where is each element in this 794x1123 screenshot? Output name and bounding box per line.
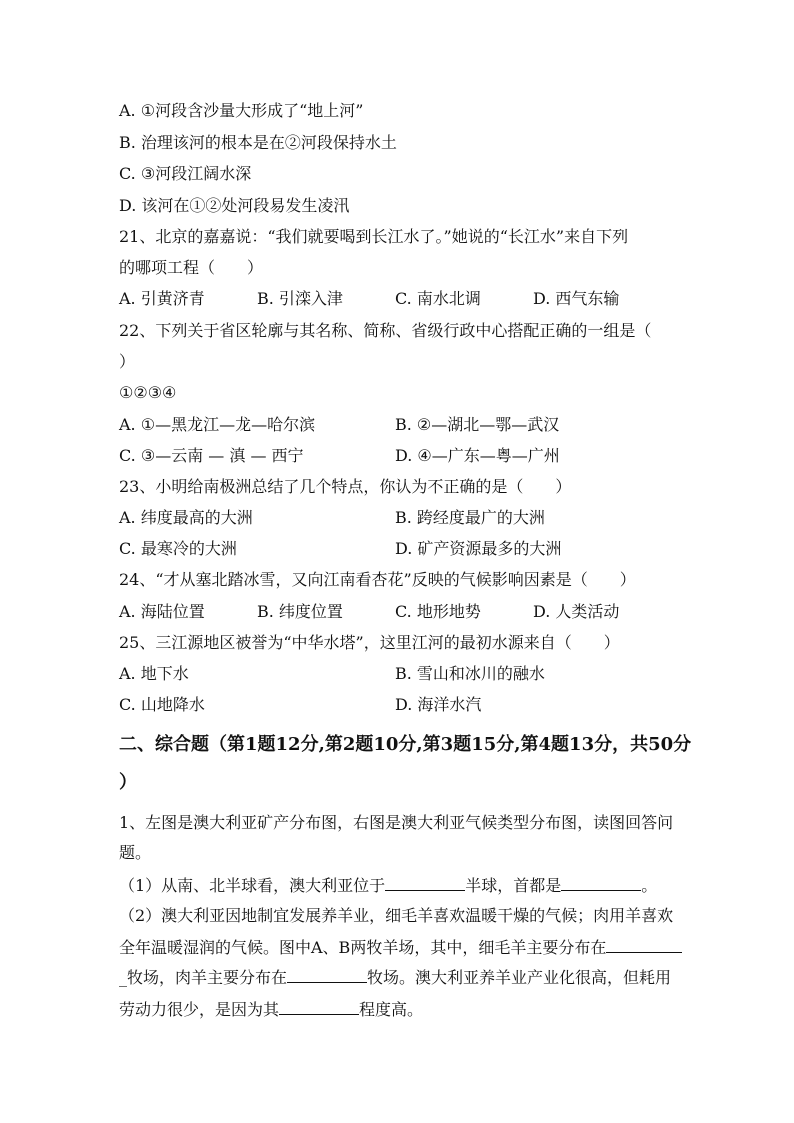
q21-option-c: C. 南水北调 <box>395 289 481 308</box>
q22-stem-line1: 22、下列关于省区轮廓与其名称、简称、省级行政中心搭配正确的一组是（ <box>119 321 652 340</box>
q21-stem-line2: 的哪项工程（ ） <box>119 258 264 277</box>
q22-option-c: C. ③—云南 — 滇 — 西宁 <box>119 446 304 465</box>
q21-option-d: D. 西气东输 <box>533 289 620 308</box>
q22-option-b: B. ②—湖北—鄂—武汉 <box>395 415 560 434</box>
q25-option-a: A. 地下水 <box>119 664 189 683</box>
q25-option-c: C. 山地降水 <box>119 695 205 714</box>
c1-part2-line2-text: 全年温暖湿润的气候。图中A、B两牧羊场，其中，细毛羊主要分布在 <box>119 938 607 957</box>
q20-option-d: D. 该河在①②处河段易发生凌汛 <box>119 196 350 215</box>
c1-part2-line2 <box>119 937 682 958</box>
c1-part2-line3 <box>119 967 671 988</box>
q21-option-b: B. 引滦入津 <box>257 289 343 308</box>
answer-blank-capital[interactable] <box>561 875 641 891</box>
q20-option-c: C. ③河段江阔水深 <box>119 164 252 183</box>
c1-part1 <box>119 875 657 896</box>
c1-part2-line3-text-a: _牧场，肉羊主要分布在 <box>119 968 288 987</box>
q24-option-d: D. 人类活动 <box>533 602 620 621</box>
q21-option-a: A. 引黄济青 <box>119 289 205 308</box>
c1-part2-line4 <box>119 999 423 1020</box>
q24-option-c: C. 地形地势 <box>395 602 481 621</box>
section-heading-line2: ） <box>119 772 137 793</box>
q23-option-a: A. 纬度最高的大洲 <box>119 508 253 527</box>
q22-option-a: A. ①—黑龙江—龙—哈尔滨 <box>119 415 316 434</box>
q25-option-d: D. 海洋水汽 <box>395 695 482 714</box>
q24-stem: 24、“才从塞北踏冰雪，又向江南看杏花”反映的气候影响因素是（ ） <box>119 570 636 589</box>
q22-option-d: D. ④—广东—粤—广州 <box>395 446 560 465</box>
q21-stem-line1: 21、北京的嘉嘉说：“我们就要喝到长江水了。”她说的“长江水”来自下列 <box>119 227 629 246</box>
c1-stem-line2: 题。 <box>119 843 152 862</box>
c1-part2-line4-text-b: 程度高。 <box>359 1000 424 1019</box>
q23-option-b: B. 跨经度最广的大洲 <box>395 508 545 527</box>
q20-option-b: B. 治理该河的根本是在②河段保持水土 <box>119 133 397 152</box>
q23-stem: 23、小明给南极洲总结了几个特点，你认为不正确的是（ ） <box>119 477 572 496</box>
answer-blank-fine-wool-ranch[interactable] <box>606 937 682 953</box>
q25-option-b: B. 雪山和冰川的融水 <box>395 664 545 683</box>
answer-blank-degree[interactable] <box>279 999 359 1015</box>
q23-option-d: D. 矿产资源最多的大洲 <box>395 539 562 558</box>
q24-option-a: A. 海陆位置 <box>119 602 205 621</box>
c1-part2-line3-text-b: 牧场。澳大利亚养羊业产业化很高，但耗用 <box>367 968 672 987</box>
answer-blank-meat-sheep-ranch[interactable] <box>287 967 367 983</box>
q22-stem-line2: ） <box>119 352 136 371</box>
section-heading-line1: 二、综合题（第1题12分,第2题10分,第3题15分,第4题13分，共50分 <box>119 734 692 755</box>
q24-option-b: B. 纬度位置 <box>257 602 343 621</box>
answer-blank-hemisphere[interactable] <box>385 875 465 891</box>
c1-part1-text-a: （1）从南、北半球看，澳大利亚位于 <box>119 876 386 895</box>
c1-part2-line4-text-a: 劳动力很少，是因为其 <box>119 1000 280 1019</box>
q20-option-a: A. ①河段含沙量大形成了“地上河” <box>119 101 364 120</box>
c1-stem-line1: 1、左图是澳大利亚矿产分布图，右图是澳大利亚气候类型分布图，读图回答问 <box>119 813 674 832</box>
q23-option-c: C. 最寒冷的大洲 <box>119 539 237 558</box>
c1-part1-text-c: 。 <box>641 876 658 895</box>
c1-part2-line1: （2）澳大利亚因地制宜发展养羊业，细毛羊喜欢温暖干燥的气候；肉用羊喜欢 <box>119 906 674 925</box>
q22-figure-placeholder: ①②③④ <box>119 383 177 402</box>
q25-stem: 25、三江源地区被誉为“中华水塔”，这里江河的最初水源来自（ ） <box>119 633 620 652</box>
c1-part1-text-b: 半球，首都是 <box>465 876 562 895</box>
